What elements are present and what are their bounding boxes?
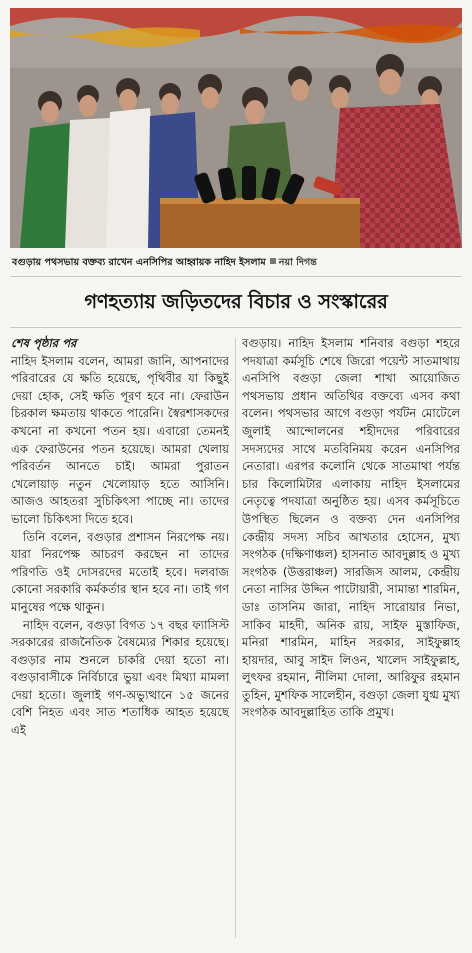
photo-credit: নয়া দিগন্ত: [278, 257, 317, 268]
paragraph: নাহিদ ইসলাম বলেন, আমরা জানি, আপনাদের পরিবারের যে ক্ষতি হয়েছে, পৃথিবীর যা কিছুই দেয়া হোক, সেই ক্ষতি পূরণ হবে না। ফেরাউন চিরকাল ক্ষমতায় থাকতে পারেনি। স্বৈরশাসকদের কখনো না কখনো পতন হয়। এবারো তেমনই এক ফেরাউনের পতন হয়েছে। আমরা খেলায় পরিবর্তন আনতে চাই। আমরা পুরাতন খেলোয়াড় নতুন খেলোয়াড় হতে আসিনি। আজও আহতরা সুচিকিৎসা পাচ্ছে না। তাদের ভালো চিকিৎসা দিতে হবে।: [11, 353, 229, 526]
headline-divider: [10, 327, 462, 328]
left-column: [11, 335, 229, 947]
paragraph: বগুড়ায়। নাহিদ ইসলাম শনিবার বগুড়া শহরে পদযাত্রা কর্মসূচি শেষে জিরো পয়েন্ট সাতমাথায় এনসিপি বগুড়া জেলা শাখা আয়োজিত পথসভায় প্রধান অতিথির বক্তব্যে এসব কথা বলেন। পথসভার আগে বগুড়া পর্যটন মোটেলে জুলাই আন্দোলনের শহীদদের পরিবারের সদস্যদের সাথে মতবিনিময় করেন এনসিপির নেতারা। এরপর কলোনি থেকে সাতমাথা পর্যন্ত চার কিলোমিটার এলাকায় নাহিদ ইসলামের নেতৃত্বে পদযাত্রা অনুষ্ঠিত হয়। এসব কর্মসূচিতে উপস্থিত ছিলেন ও বক্তব্য দেন এনসিপির কেন্দ্রীয় সদস্য সচিব আখতার হোসেন, মুখ্য সংগঠক (দক্ষিণাঞ্চল) হাসনাত আবদুল্লাহ ও মুখ্য সংগঠক (উত্তরাঞ্চল) সারজিস আলম, কেন্দ্রীয় নেতা নাসির উদ্দিন পাটোয়ারী, সামান্তা শারমিন, ডাঃ তাসনিম জারা, নাহিদ সারোয়ার নিভা, সাকিব মাহদী, অনিক রায়, সাইফ মুস্তাফিজ, মনিরা শারমিন, মাহিন সরকার, সাইফুল্লাহ হায়দার, আবু সাইদ লিওন, খালেদ সাইফুল্লাহ, লুৎফর রহমান, নীলিমা দোলা, আরিফুর রহমান তুহিন, মুশফিক সালেহীন, বগুড়া জেলা যুগ্ম মুখ্য সংগঠক আবদুল্লাহিত তাকি প্রমুখ।: [242, 336, 460, 720]
continued-kicker: শেষ পৃষ্ঠার পর: [11, 336, 77, 350]
rally-photo-illustration: [10, 8, 462, 248]
caption-text: বগুড়ায় পথসভায় বক্তব্য রাখেন এনসিপির আহ্বায়ক নাহিদ ইসলাম: [12, 257, 266, 268]
right-column: [242, 335, 460, 947]
rally-photo: [10, 8, 462, 248]
photo-caption: [12, 256, 462, 271]
square-bullet-icon: [270, 258, 276, 264]
column-divider: [235, 338, 236, 938]
top-divider: [10, 276, 462, 277]
paragraph: নাহিদ বলেন, বগুড়া বিগত ১৭ বছর ফ্যাসিস্ট সরকারের রাজনৈতিক বৈষম্যের শিকার হয়েছে। বগুড়ার নাম শুনলে চাকরি দেয়া হতো না। বগুড়াবাসীকে নির্বিচারে ভুয়া এবং মিথ্যা মামলা দেয়া হতো। জুলাই গণ-অভ্যুত্থানে ১৫ জনের বেশি নিহত এবং সাত শতাধিক আহত হয়েছে এই: [11, 617, 229, 738]
headline: গণহত্যায় জড়িতদের বিচার ও সংস্কারের: [84, 290, 388, 313]
paragraph: তিনি বলেন, বগুড়ার প্রশাসন নিরপেক্ষ নয়। যারা নিরপেক্ষ আচরণ করছেন না তাদের পরিণতি ওই দোসরদের মতোই হবে। দলবাজ কোনো সরকারি কর্মকর্তার স্থান হবে না। তাই গণ মানুষের পক্ষে থাকুন।: [11, 529, 229, 614]
